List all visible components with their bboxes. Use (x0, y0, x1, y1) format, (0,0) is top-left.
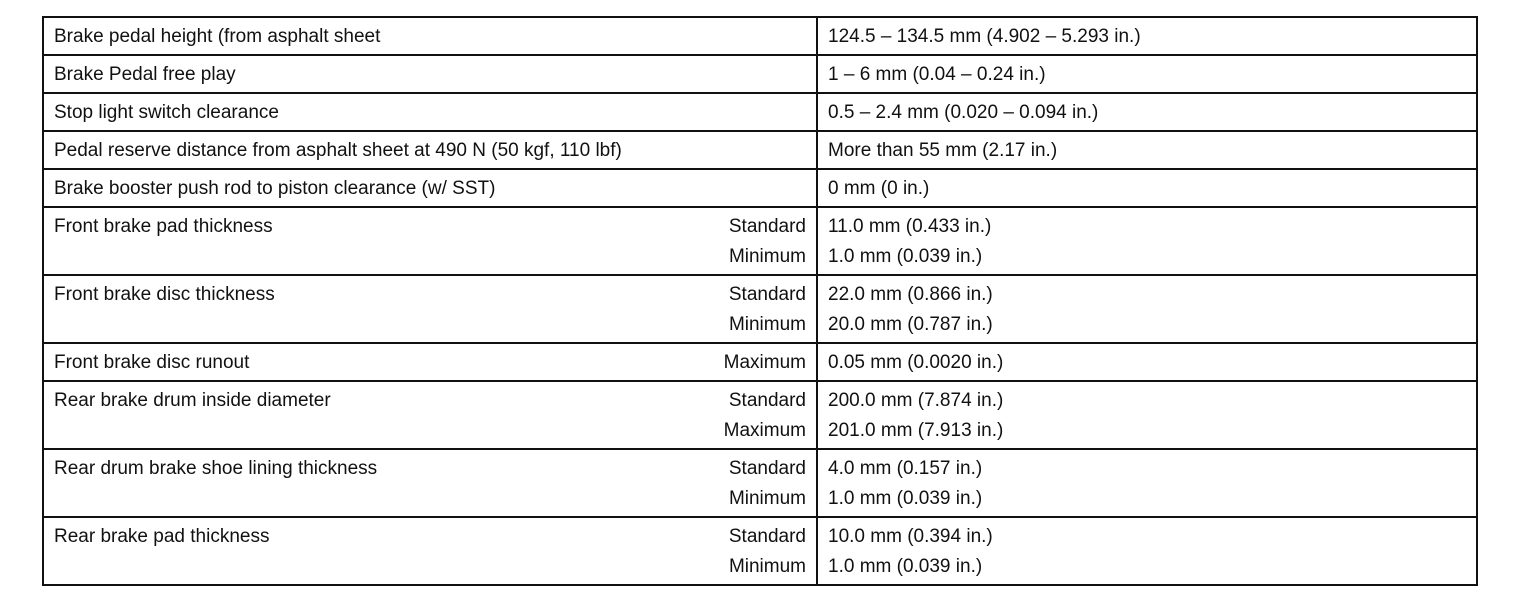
qualifier-list (724, 348, 806, 378)
item-label: Rear drum brake shoe lining thickness (54, 458, 378, 479)
item-cell (43, 131, 817, 169)
spec-value: More than 55 mm (2.17 in.) (828, 140, 1058, 161)
spec-value: 0.05 mm (0.0020 in.) (828, 352, 1004, 373)
qualifier-list (729, 454, 806, 514)
value-cell (817, 275, 1477, 343)
item-cell (43, 381, 817, 449)
value-cell (817, 207, 1477, 275)
qualifier-label: Standard (728, 390, 806, 411)
table-row (43, 17, 1477, 55)
item-cell (43, 93, 817, 131)
item-cell (43, 275, 817, 343)
spec-value: 1.0 mm (0.039 in.) (828, 246, 983, 267)
spec-value: 4.0 mm (0.157 in.) (828, 458, 983, 479)
item-cell-inner (44, 344, 816, 380)
item-cell (43, 343, 817, 381)
spec-value: 201.0 mm (7.913 in.) (828, 420, 1004, 441)
table-row (43, 169, 1477, 207)
table-row (43, 131, 1477, 169)
item-label: Front brake disc runout (54, 352, 250, 373)
item-cell (43, 449, 817, 517)
qualifier-label: Maximum (723, 420, 806, 441)
item-label: Brake Pedal free play (54, 64, 236, 85)
table-row (43, 275, 1477, 343)
qualifier-label: Minimum (728, 556, 806, 577)
spec-value: 20.0 mm (0.787 in.) (828, 314, 993, 335)
spec-value: 22.0 mm (0.866 in.) (828, 284, 993, 305)
item-label: Rear brake pad thickness (54, 526, 270, 547)
qualifier-label: Standard (728, 284, 806, 305)
spec-value: 200.0 mm (7.874 in.) (828, 390, 1004, 411)
spec-value: 1.0 mm (0.039 in.) (828, 556, 983, 577)
qualifier-list (729, 522, 806, 582)
item-cell (43, 169, 817, 207)
value-cell (817, 17, 1477, 55)
item-cell-inner (44, 94, 816, 130)
item-label: Stop light switch clearance (54, 102, 279, 123)
item-cell (43, 55, 817, 93)
qualifier-list (724, 386, 806, 446)
item-label: Brake booster push rod to piston clearance (w/ SST) (54, 178, 496, 199)
value-cell (817, 169, 1477, 207)
value-cell (817, 381, 1477, 449)
item-cell-inner (44, 276, 816, 342)
item-cell (43, 207, 817, 275)
table-row (43, 343, 1477, 381)
item-label: Front brake pad thickness (54, 216, 273, 237)
item-cell-inner (44, 450, 816, 516)
item-label: Rear brake drum inside diameter (54, 390, 331, 411)
value-list (818, 94, 1476, 128)
item-cell-inner (44, 208, 816, 274)
item-cell-inner (44, 382, 816, 448)
table-row (43, 449, 1477, 517)
qualifier-list (729, 280, 806, 340)
qualifier-label: Standard (728, 526, 806, 547)
value-list (818, 18, 1476, 52)
item-label: Pedal reserve distance from asphalt sheet at 490 N (50 kgf, 110 lbf) (54, 140, 622, 161)
qualifier-label: Minimum (728, 246, 806, 267)
value-cell (817, 449, 1477, 517)
spec-value: 0.5 – 2.4 mm (0.020 – 0.094 in.) (828, 102, 1099, 123)
value-cell (817, 55, 1477, 93)
item-label: Front brake disc thickness (54, 284, 275, 305)
value-list (818, 276, 1476, 340)
qualifier-label: Minimum (728, 488, 806, 509)
item-cell-inner (44, 56, 816, 92)
item-cell (43, 517, 817, 585)
spec-table (42, 16, 1478, 586)
spec-value: 1 – 6 mm (0.04 – 0.24 in.) (828, 64, 1046, 85)
spec-table-body (43, 17, 1477, 585)
value-cell (817, 93, 1477, 131)
value-cell (817, 131, 1477, 169)
qualifier-list (729, 212, 806, 272)
value-list (818, 132, 1476, 166)
item-cell-inner (44, 18, 816, 54)
value-list (818, 518, 1476, 582)
item-cell-inner (44, 170, 816, 206)
value-list (818, 382, 1476, 446)
value-cell (817, 343, 1477, 381)
value-list (818, 344, 1476, 378)
item-label: Brake pedal height (from asphalt sheet (54, 26, 381, 47)
table-row (43, 93, 1477, 131)
spec-value: 1.0 mm (0.039 in.) (828, 488, 983, 509)
item-cell (43, 17, 817, 55)
table-row (43, 381, 1477, 449)
table-row (43, 517, 1477, 585)
spec-value: 124.5 – 134.5 mm (4.902 – 5.293 in.) (828, 26, 1141, 47)
qualifier-label: Standard (728, 458, 806, 479)
value-list (818, 56, 1476, 90)
table-row (43, 207, 1477, 275)
value-list (818, 208, 1476, 272)
value-cell (817, 517, 1477, 585)
item-cell-inner (44, 132, 816, 168)
item-cell-inner (44, 518, 816, 584)
table-row (43, 55, 1477, 93)
qualifier-label: Maximum (723, 352, 806, 373)
qualifier-label: Standard (728, 216, 806, 237)
spec-value: 10.0 mm (0.394 in.) (828, 526, 993, 547)
qualifier-label: Minimum (728, 314, 806, 335)
spec-value: 11.0 mm (0.433 in.) (828, 216, 992, 237)
value-list (818, 170, 1476, 204)
spec-value: 0 mm (0 in.) (828, 178, 930, 199)
value-list (818, 450, 1476, 514)
